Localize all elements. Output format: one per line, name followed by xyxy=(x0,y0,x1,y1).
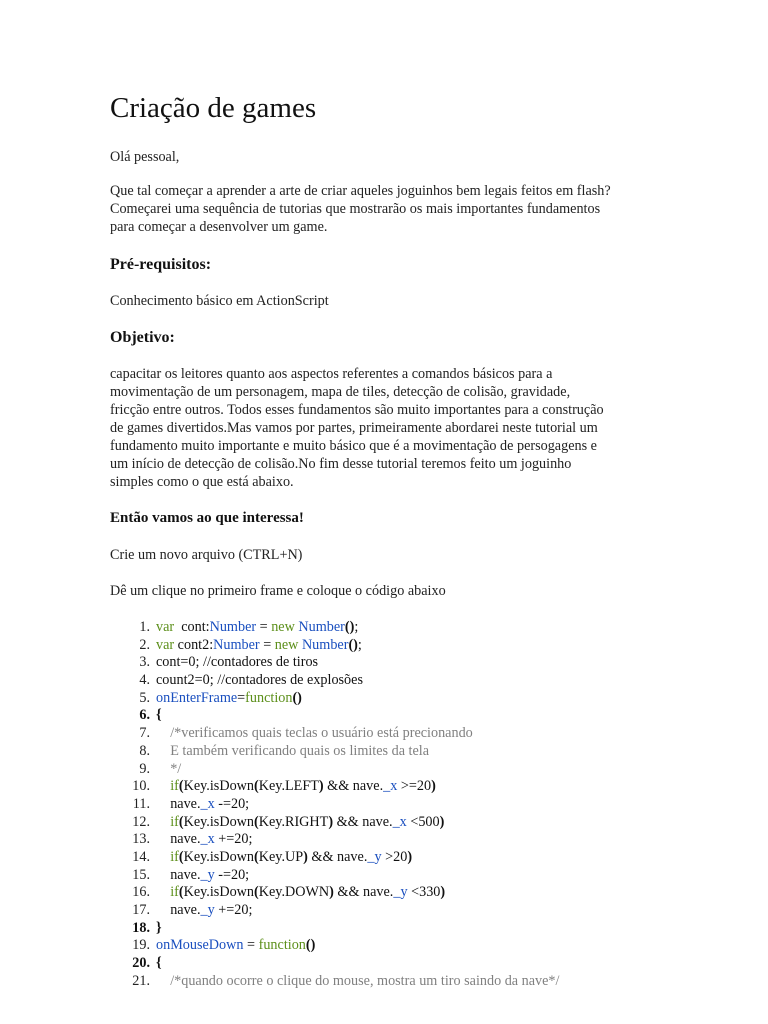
code-line xyxy=(110,637,670,655)
code-token: ) xyxy=(440,884,446,901)
code-token: _x xyxy=(200,831,215,848)
code-token: >20 xyxy=(381,848,408,865)
code-token: cont=0; //contadores de tiros xyxy=(156,654,319,671)
code-token xyxy=(156,884,170,900)
line-number: 20. xyxy=(132,955,150,972)
page-title: Criação de games xyxy=(110,92,317,124)
code-text xyxy=(156,937,315,955)
code-token: Key.RIGHT xyxy=(258,813,329,830)
objective-line: de games divertidos.Mas vamos por partes, primeiramente abordarei neste tutorial um xyxy=(110,420,598,436)
code-token: Key.isDown xyxy=(183,778,254,795)
prerequisites-heading: Pré-requisitos: xyxy=(110,256,212,273)
code-token: ( xyxy=(178,884,184,901)
line-number: 3. xyxy=(139,654,150,671)
code-text xyxy=(156,867,249,885)
code-token: () xyxy=(344,619,355,635)
code-text xyxy=(156,973,559,991)
code-token: <330 xyxy=(407,884,441,901)
code-line xyxy=(110,778,670,796)
objective-line: um início de detecção de colisão.No fim desse tutorial teremos feito um joguinho xyxy=(110,456,572,472)
line-number: 6. xyxy=(139,707,150,724)
code-token: && nave. xyxy=(307,848,368,865)
code-token: /*verificamos quais teclas o usuário está precionando xyxy=(156,725,473,742)
code-text xyxy=(156,884,445,902)
code-token: ( xyxy=(254,813,259,830)
code-token: { xyxy=(156,955,162,972)
code-token: Number xyxy=(301,636,349,653)
code-token: function xyxy=(258,937,306,954)
code-token: = xyxy=(237,689,246,706)
objective-line: capacitar os leitores quanto aos aspectos referentes a comandos básicos para a xyxy=(110,366,553,382)
code-token: if xyxy=(170,778,179,795)
code-token: Key.isDown xyxy=(183,813,254,830)
code-token: _y xyxy=(393,884,408,901)
code-line xyxy=(110,920,670,938)
intro-line: Começarei uma sequência de tutorias que mostrarão os mais importantes fundamentos xyxy=(110,201,601,217)
code-token: */ xyxy=(156,760,182,777)
line-number: 18. xyxy=(132,919,150,936)
code-token xyxy=(156,814,170,830)
line-number: 9. xyxy=(139,760,150,777)
objective-line: simples como o que está abaixo. xyxy=(110,474,294,490)
code-token: _x xyxy=(383,778,398,795)
code-text xyxy=(156,796,249,814)
line-number: 4. xyxy=(139,672,150,689)
code-token: Key.UP xyxy=(258,848,304,865)
code-token: +=20; xyxy=(214,831,253,848)
code-token: /*quando ocorre o clique do mouse, mostra um tiro saindo da nave*/ xyxy=(156,972,560,989)
code-token: ( xyxy=(178,848,184,865)
line-number: 12. xyxy=(132,813,150,830)
code-line xyxy=(110,725,670,743)
objective-line: fundamento muito importante e muito básico que é a movimentação de persogagens e xyxy=(110,438,597,454)
code-token: && nave. xyxy=(333,884,394,901)
intro-line: Que tal começar a aprender a arte de criar aqueles joguinhos bem legais feitos em flash? xyxy=(110,183,611,199)
code-line xyxy=(110,884,670,902)
code-text xyxy=(156,814,444,832)
code-token: ) xyxy=(329,884,334,901)
code-text xyxy=(156,955,162,973)
code-text xyxy=(156,654,318,672)
code-text xyxy=(156,690,302,708)
code-line xyxy=(110,672,670,690)
code-token: Key.LEFT xyxy=(258,778,319,795)
code-token: ) xyxy=(439,813,445,830)
code-text xyxy=(156,920,162,938)
code-token: ) xyxy=(303,848,308,865)
code-token: ( xyxy=(254,848,259,865)
code-line xyxy=(110,619,670,637)
code-token: count2=0; //contadores de explosões xyxy=(156,672,363,689)
code-token: ) xyxy=(328,813,334,830)
code-token: ( xyxy=(178,778,184,795)
step-first-frame: Dê um clique no primeiro frame e coloque o código abaixo xyxy=(110,583,446,599)
code-token: var xyxy=(156,619,175,635)
code-token: ) xyxy=(318,778,324,795)
code-token: { xyxy=(156,707,162,724)
line-number: 11. xyxy=(132,795,150,812)
line-number: 19. xyxy=(132,937,150,954)
code-token: = xyxy=(243,937,259,954)
step-new-file: Crie um novo arquivo (CTRL+N) xyxy=(110,547,303,563)
code-token: nave. xyxy=(156,831,201,848)
code-token: nave. xyxy=(156,866,201,883)
code-token: nave. xyxy=(156,902,201,918)
code-token: && nave. xyxy=(323,778,384,795)
objective-line: fricção entre outros. Todos esses fundamentos são muito importantes para a construção xyxy=(110,402,604,418)
code-line xyxy=(110,831,670,849)
code-token: ) xyxy=(407,848,413,865)
code-line xyxy=(110,955,670,973)
line-number: 10. xyxy=(132,778,150,795)
code-token: -=20; xyxy=(214,866,250,883)
line-number: 8. xyxy=(139,742,150,759)
code-text xyxy=(156,619,358,637)
code-token xyxy=(156,778,170,794)
code-token: Key.DOWN xyxy=(258,884,330,901)
code-text xyxy=(156,725,473,743)
code-text xyxy=(156,672,363,690)
code-token: _x xyxy=(392,813,407,830)
line-number: 17. xyxy=(132,902,150,918)
code-token: new xyxy=(271,619,295,635)
code-line xyxy=(110,761,670,779)
code-token: E também verificando quais os limites da tela xyxy=(156,742,430,759)
code-token: ; xyxy=(354,619,359,635)
code-line xyxy=(110,690,670,708)
code-line xyxy=(110,707,670,725)
code-listing xyxy=(110,619,670,990)
code-token: ; xyxy=(357,636,362,653)
code-token: -=20; xyxy=(214,795,250,812)
intro-line: para começar a desenvolver um game. xyxy=(110,219,328,235)
code-token: new xyxy=(274,636,299,653)
code-line xyxy=(110,743,670,761)
line-number: 13. xyxy=(132,831,150,848)
section-heading: Então vamos ao que interessa! xyxy=(110,510,304,526)
line-number: 21. xyxy=(132,972,150,989)
code-token: cont: xyxy=(174,619,210,635)
line-number: 1. xyxy=(139,619,150,635)
code-token: () xyxy=(292,689,302,706)
line-number: 15. xyxy=(132,866,150,883)
code-token: var xyxy=(156,636,175,653)
prerequisites-text: Conhecimento básico em ActionScript xyxy=(110,293,329,309)
code-line xyxy=(110,814,670,832)
code-token: +=20; xyxy=(214,902,253,918)
code-line xyxy=(110,849,670,867)
code-text xyxy=(156,637,362,655)
code-token: nave. xyxy=(156,795,201,812)
code-token: Number xyxy=(213,636,260,653)
code-text xyxy=(156,831,252,849)
code-text xyxy=(156,761,181,779)
code-token: onMouseDown xyxy=(156,937,244,954)
code-token: _x xyxy=(200,795,215,812)
code-token: onEnterFrame xyxy=(156,689,238,706)
code-token: if xyxy=(170,813,179,830)
code-text xyxy=(156,849,412,867)
code-text xyxy=(156,743,429,761)
line-number: 2. xyxy=(139,636,150,653)
code-token: function xyxy=(245,689,293,706)
code-token: if xyxy=(170,848,179,865)
code-token: Key.isDown xyxy=(183,848,254,865)
code-token: _y xyxy=(200,902,215,918)
code-token: if xyxy=(170,884,179,901)
code-token xyxy=(156,849,170,865)
line-number: 14. xyxy=(132,848,150,865)
code-token: ( xyxy=(254,778,259,795)
code-token: ) xyxy=(431,778,436,795)
code-token: _y xyxy=(200,866,215,883)
code-line xyxy=(110,867,670,885)
code-token: && nave. xyxy=(333,813,393,830)
code-token: Key.isDown xyxy=(183,884,254,901)
line-number: 5. xyxy=(139,689,150,706)
code-token: <500 xyxy=(406,813,440,830)
greeting-text: Olá pessoal, xyxy=(110,149,180,165)
line-number: 7. xyxy=(139,725,150,742)
code-token: _y xyxy=(367,848,382,865)
code-token: () xyxy=(305,937,316,954)
intro-paragraph xyxy=(110,182,670,236)
objective-line: movimentação de um personagem, mapa de tiles, detecção de colisão, gravidade, xyxy=(110,384,571,400)
code-token: = xyxy=(259,636,275,653)
code-token: ( xyxy=(178,813,184,830)
code-line xyxy=(110,973,670,991)
code-line xyxy=(110,796,670,814)
code-token: >=20 xyxy=(397,778,432,795)
code-line xyxy=(110,654,670,672)
code-token: } xyxy=(156,919,162,936)
code-text xyxy=(156,707,162,725)
code-text xyxy=(156,778,436,796)
code-token: ( xyxy=(254,884,259,901)
line-number: 16. xyxy=(132,884,150,901)
code-token: cont2: xyxy=(174,636,214,653)
code-token: () xyxy=(348,636,358,653)
objective-heading: Objetivo: xyxy=(110,329,175,346)
code-line xyxy=(110,937,670,955)
objective-paragraph xyxy=(110,365,670,491)
code-token: Number xyxy=(298,619,345,635)
code-token: Number xyxy=(209,619,257,635)
code-text xyxy=(156,902,252,920)
code-token: = xyxy=(256,619,272,635)
code-line xyxy=(110,902,670,920)
